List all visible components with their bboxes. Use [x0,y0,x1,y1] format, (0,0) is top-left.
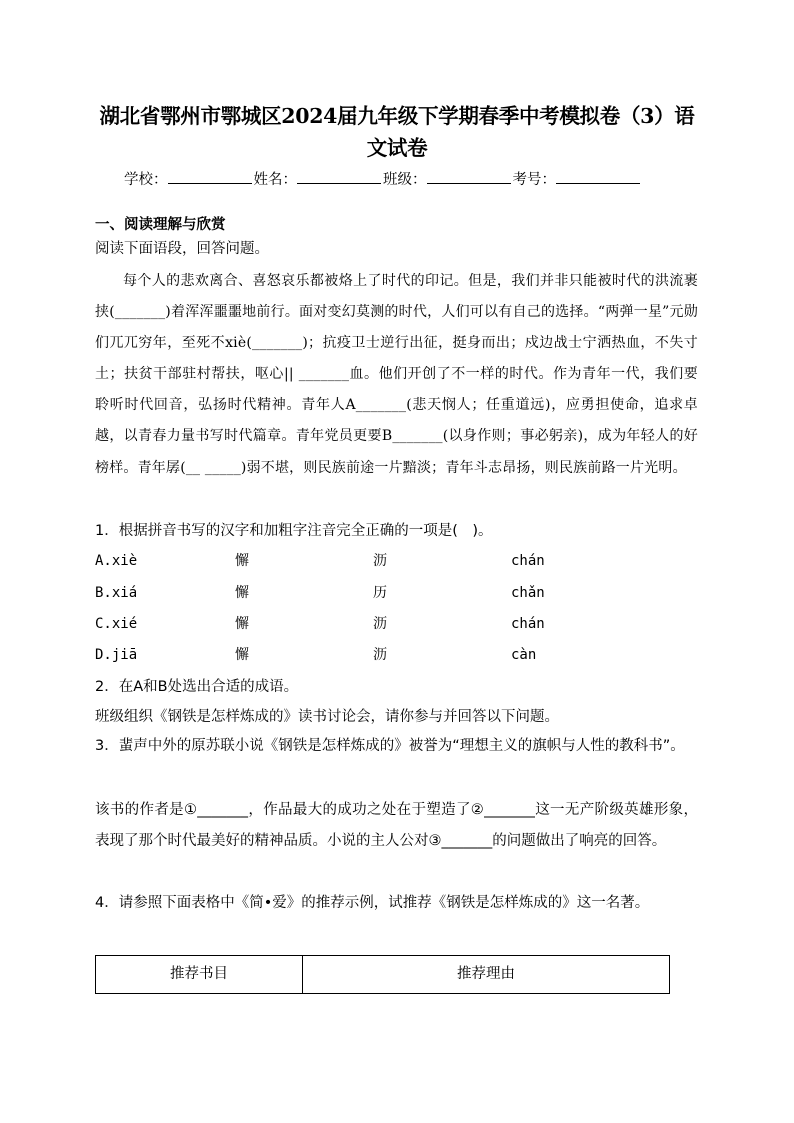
option-pinyin: chǎn [511,585,545,601]
school-label: 学校： [124,172,168,188]
option-letter: B.xiá [95,585,138,601]
option-letter: D.jiā [95,647,138,663]
reading-passage [95,266,698,484]
option-char-1: 懈 [235,585,249,601]
name-field[interactable] [297,170,381,184]
instruction: 阅读下面语段，回答问题。 [95,241,269,257]
option-pinyin: chán [511,616,545,632]
option-row[interactable] [95,550,655,572]
section-heading: 一、阅读理解与欣赏 [95,217,226,233]
number-field[interactable] [556,170,640,184]
option-pinyin: chán [511,553,545,569]
page-title: 湖北省鄂州市鄂城区2024届九年级下学期春季中考模拟卷（3）语文试卷 [99,104,695,160]
option-char-2: 沥 [373,616,387,632]
school-field[interactable] [168,170,252,184]
question-3-body: 该书的作者是①_______，作品最大的成功之处在于塑造了②_______这一无产阶级英雄形象，表现了那个时代最美好的精神品质。小说的主人公对③_______的问题做出了响亮的回答。 [95,802,698,849]
table-header-reason: 推荐理由 [303,956,670,994]
option-row[interactable] [95,582,655,604]
option-char-1: 懈 [235,647,249,663]
name-label: 姓名： [253,172,297,188]
book-discussion-intro: 班级组织《钢铁是怎样炼成的》读书讨论会，请你参与并回答以下问题。 [95,709,559,725]
class-label: 班级： [383,172,427,188]
recommendation-table [95,955,670,994]
student-info-line [124,169,684,191]
table-header-book: 推荐书目 [96,956,303,994]
option-char-2: 历 [373,585,387,601]
passage-text: 每个人的悲欢离合、喜怒哀乐都被烙上了时代的印记。但是，我们并非只能被时代的洪流裹挟(_______)着浑浑噩噩地前行。面对变幻莫测的时代，人们可以有自己的选择。“两弹一星”元勋们兀兀穷年，至死不xiè(_______)；抗疫卫士逆行出征，挺身而出；戍边战士宁洒热血，不失寸土；扶贫干部驻村帮扶，呕心|| _______血。他们开创了不一样的时代。作为青年一代，我们要聆听时代回音，弘扬时代精神。青年人A_______(悲天悯人；任重道远)，应勇担使命，追求卓越，以青春力量书写时代篇章。青年党员更要B_______(以身作则；事必躬亲)，成为年轻人的好榜样。青年孱(__ _____)弱不堪，则民族前途一片黯淡；青年斗志昂扬，则民族前路一片光明。 [95,273,698,476]
option-letter: A.xiè [95,553,138,569]
option-char-2: 沥 [373,553,387,569]
question-4: 4．请参照下面表格中《简•爱》的推荐示例，试推荐《钢铁是怎样炼成的》这一名著。 [95,895,650,911]
number-label: 考号： [512,172,556,188]
option-char-2: 沥 [373,647,387,663]
class-field[interactable] [427,170,511,184]
option-letter: C.xié [95,616,138,632]
table-header-row [96,956,670,994]
option-row[interactable] [95,613,655,635]
question-1: 1．根据拼音书写的汉字和加粗字注音完全正确的一项是( )。 [95,523,493,539]
question-3: 3．蜚声中外的原苏联小说《钢铁是怎样炼成的》被誉为“理想主义的旗帜与人性的教科书”。 [95,738,685,754]
option-row[interactable] [95,644,655,666]
option-char-1: 懈 [235,553,249,569]
option-char-1: 懈 [235,616,249,632]
question-2: 2．在A和B处选出合适的成语。 [95,679,299,695]
option-pinyin: càn [511,647,537,663]
